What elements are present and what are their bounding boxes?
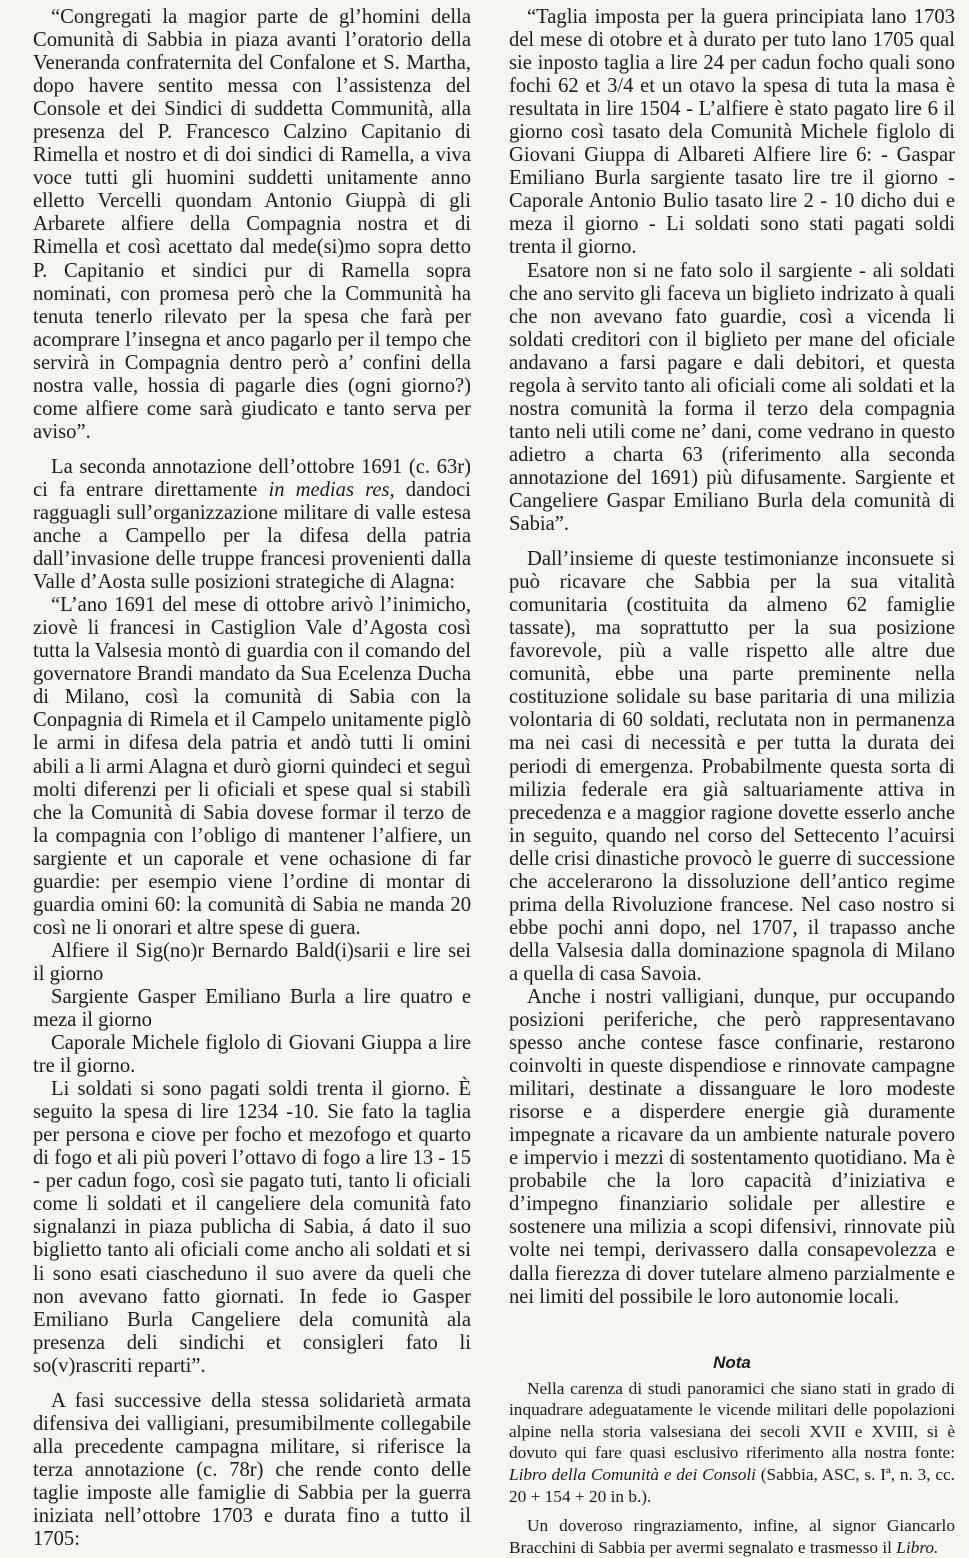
body-paragraph: Anche i nostri valligiani, dunque, pur occupando posizioni periferiche, che però rappresentavano spesso anche contese fasce confinarie, restarono coinvolti in queste dispendiose e rinnovate campagne militari, destinate a dissanguare le loro modeste risorse e a disperdere energie già duramente impegnate a ricavare da un ambiente naturale povero e impervio i mezzi di sostentamento quotidiano. Ma è probabile che la loro capacità d’iniziativa e d’impegno finanziario solidale per allestire e sostenere una milizia a scopi difensivi, rinnovate più volte nei tempi, derivassero dalla consapevolezza e dalla fierezza di dover tutelare almeno parzialmente e nei limiti del possibile le loro autonomie locali. xyxy=(509,985,955,1308)
italic-phrase: in medias res, xyxy=(268,478,395,501)
footnote-paragraph: Nella carenza di studi panoramici che siano stati in grado di inquadrare adeguatamente le vicende militari delle popolazioni alpine nella storia valsesiana dei secoli XVII e XVIII, si è dovuto qui fare quasi esclusivo riferimento alla nostra fonte: Libro della Comunità e dei Consoli (Sabbia, ASC, s. Iª, n. 3, cc. 20 + 154 + 20 in b.). xyxy=(509,1378,955,1506)
italic-title: Libro della Comunità e dei Consoli xyxy=(509,1465,756,1485)
footnote-section xyxy=(509,1351,955,1558)
quote-paragraph: “L’ano 1691 del mese di ottobre arivò l’inimicho, ziovè li francesi in Castiglion Vale d’Agosta così tutta la Valsesia montò di guardia con il comando del governatore Brandi mandato da Sua Ecelenza Ducha di Milano, così la comunità di Sabia con la Conpagnia di Rimela et il Campelo unitamente piglò le armi in difesa dela patria et andò tutti li omini abili a li armi Alagna et durò giorni quindeci et seguì molti diferenzi per li oficiali et spese qual si stabilì che la Comunità di Sabia dovese formar il terzo de la compagnia con l’obligo di mantener l’alfiere, un sargiente et un caporale et vene ochasione di far guardie: per esempio viene l’ordine di montar di guardia omini 60: la comunità di Sabia ne manda 20 così ne li onorari et altre spese di guera. xyxy=(33,594,471,939)
body-paragraph: Dall’insieme di queste testimonianze inconsuete si può ricavare che Sabbia per la sua vitalità comunitaria (costituita da almeno 62 famiglie tassate), ma soprattutto per la sua posizione favorevole, più a valle rispetto alle altre due comunità, ebbe una parte preminente nella costituzione solidale su base paritaria di una milizia volontaria di 60 soldati, reclutata non in permanenza ma nei casi di necessità e per tutta la durata dei periodi di emergenza. Probabilmente questa sorta di milizia federale era già saltuariamente attiva in precedenza e a maggior ragione dovette esserlo anche in seguito, quando nel corso del Settecento l’acuirsi delle crisi dinastiche provocò le guerre di successione che accelerarono la dissoluzione dell’antico regime prima della Rivoluzione francese. Nel caso nostro si ebbe pochi anni dopo, nel 1707, il trapasso anche della Valsesia dalla dominazione spagnola di Milano a quella di casa Savoia. xyxy=(509,548,955,985)
footnote-paragraph: Un doveroso ringraziamento, infine, al signor Giancarlo Bracchini di Sabbia per avermi segnalato e trasmesso il Libro. xyxy=(509,1516,955,1557)
left-column xyxy=(33,6,471,1551)
quote-paragraph: “Taglia imposta per la guera principiata lano 1703 del mese di otobre et à durato per tuto lano 1705 qual sie inposto taglia a lire 24 per cadun focho quali sono fochi 62 et 3/4 et un otavo la spesa di tuta la masa è resultata in lire 1504 - L’alfiere è stato pagato lire 6 il giorno così tasato dela Comunità Michele figlolo di Giovani Giuppa di Albareti Alfiere lire 6: - Gaspar Emiliano Burla sargiente tasato lire tre il giorno - Caporale Antonio Bulio tasato lire 2 - 10 dicho dui e meza il giorno - Li soldati sono stati pagati soldi trenta il giorno. xyxy=(509,6,955,259)
body-paragraph: A fasi successive della stessa solidarietà armata difensiva dei valligiani, presumibilmente collegabile alla precedente campagna militare, si riferisce la terza annotazione (c. 78r) che rende conto delle taglie imposte alle famiglie di Sabbia per la guerra iniziata nell’ottobre 1703 e durata fino a tutto il 1705: xyxy=(33,1389,471,1551)
list-line: Caporale Michele figlolo di Giovani Giuppa a lire tre il giorno. xyxy=(33,1032,471,1078)
quote-paragraph: “Congregati la magior parte de gl’homini della Comunità di Sabbia in piaza avanti l’oratorio della Veneranda confraternita del Confalone et S. Martha, dopo havere sentito messa con l’assistenza del Console et dei Sindici di suddetta Communità, alla presenza del P. Francesco Calzino Capitanio di Rimella et nostro et di doi sindici di Ramella, a viva voce tutti gli huomini suddetti unitamente anno elletto Vercelli quondam Antonio Giuppà di gli Arbarete alfiere della Compagnia nostra et di Rimella et così acettato dal mede(si)mo sopra detto P. Capitanio et sindici pur di Ramella sopra nominati, con promesa però che la Communità ha tenuta tenerlo rilevato per la spesa che farà per acomprare l’insegna et anco pagarlo per il tempo che servirà in Compagnia dentro però a’ confini della nostra valle, hossia di pagarle dies (ogni giorno?) come alfiere come sarà giudicato e tanto serva per aviso”. xyxy=(33,6,471,443)
list-line: Alfiere il Sig(no)r Bernardo Bald(i)sarii e lire sei il giorno xyxy=(33,939,471,985)
footnote-title: Nota xyxy=(713,1352,751,1372)
body-paragraph: La seconda annotazione dell’ottobre 1691 (c. 63r) ci fa entrare direttamente in medias res, dandoci ragguagli sull’organizzazione militare di valle estesa anche a Campello per la difesa della patria dall’invasione delle truppe francesi provenienti dalla Valle d’Aosta sulle posizioni strategiche di Alagna: xyxy=(33,455,471,594)
italic-title: Libro. xyxy=(896,1537,939,1557)
right-column xyxy=(509,6,955,1558)
quote-paragraph: Li soldati si sono pagati soldi trenta il giorno. È seguito la spesa di lire 1234 -10. Sie fato la taglia per persona e ciove per focho et mezofogo et quarto di fogo et ali più poveri l’ottavo di fogo a lire 13 - 15 - per cadun fogo, così sie pagato tuti, tanto li oficiali come li soldati et il cangeliere dela comunità fato signalanzi in piaza publicha di Sabia, á dato il suo biglietto tanto ali oficiali come ancho ali soldati et si li sono esati ciascheduno il suo avere da queli che non avevano fatto giornati. In fede io Gasper Emiliano Burla Cangeliere dela comunità ala presenza deli sindichi et consigleri fato li so(v)rascriti reparti”. xyxy=(33,1078,471,1377)
quote-paragraph: Esatore non si ne fato solo il sargiente - ali soldati che ano servito gli faceva un biglieto indrizato à quali che non avevano fato guardie, così a vicenda li soldati creditori con il biglieto per mane del oficiale andavano a farsi pagare e dali debitori, et questa regola à servito tanto ali oficiali come ali soldati et la nostra comunità la forma il terzo dela compagnia tanto neli utili come ne’ dani, come vedrano in questo adietro a charta 63 (riferimento alla seconda annotazione del 1691) più difusamente. Sargiente et Cangeliere Gaspar Emiliano Burla dela comunità di Sabia”. xyxy=(509,259,955,536)
list-line: Sargiente Gasper Emiliano Burla a lire quatro e meza il giorno xyxy=(33,985,471,1032)
